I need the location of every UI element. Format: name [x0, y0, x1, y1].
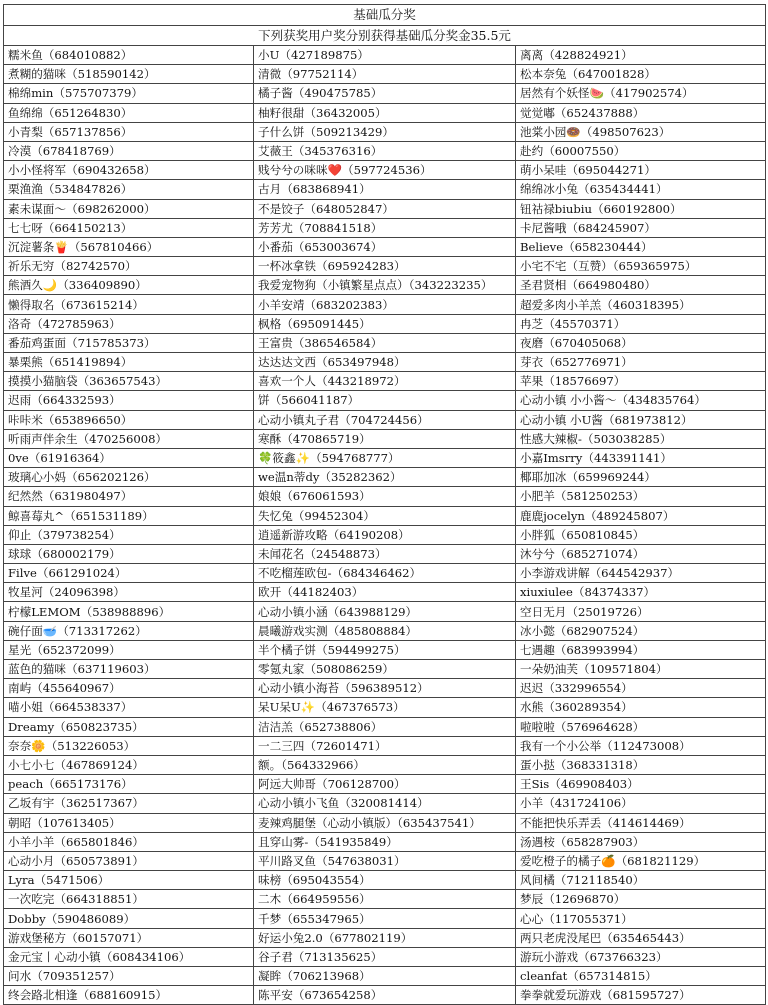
winner-cell: 小小怪将军（690432658） [4, 161, 254, 180]
winner-cell: 星光（652372099） [4, 640, 254, 659]
winner-cell: 二木（664959556） [254, 890, 516, 909]
winner-cell: 一杯冰拿铁（695924283） [254, 257, 516, 276]
winner-cell: 娘娘（676061593） [254, 487, 516, 506]
winner-cell: 寒酥（470865719） [254, 429, 516, 448]
winner-cell: 空日无月（25019726） [516, 602, 766, 621]
winner-cell: 晨曦游戏实测（485808884） [254, 621, 516, 640]
table-row [4, 564, 766, 583]
winner-cell: 凝眸（706213968） [254, 967, 516, 986]
winner-cell: Dobby（590486089） [4, 909, 254, 928]
winner-cell: 游戏堡秘方（60157071） [4, 928, 254, 947]
table-row [4, 755, 766, 774]
winner-cell: 我爱宠物狗（小镇繁星点点）（343223235） [254, 276, 516, 295]
table-row [4, 506, 766, 525]
winner-cell: cleanfat（657314815） [516, 967, 766, 986]
table-row [4, 468, 766, 487]
winner-cell: 七七呀（664150213） [4, 218, 254, 237]
table-row [4, 967, 766, 986]
winner-cell: 子什么饼（509213429） [254, 122, 516, 141]
table-row [4, 909, 766, 928]
winner-cell: 心动小镇小涵（643988129） [254, 602, 516, 621]
winner-cell: 棉绵min（575707379） [4, 84, 254, 103]
table-row [4, 813, 766, 832]
table-row [4, 832, 766, 851]
table-row [4, 161, 766, 180]
winner-cell: 鱼绵绵（651264830） [4, 103, 254, 122]
winner-cell: 沉淀薯条🍟（567810466） [4, 237, 254, 256]
winner-cell: 小番茄（653003674） [254, 237, 516, 256]
table-row [4, 525, 766, 544]
subtitle-row [4, 26, 766, 46]
winner-cell: 心动小镇丸子君（704724456） [254, 410, 516, 429]
winner-cell: 仰止（379738254） [4, 525, 254, 544]
table-row [4, 353, 766, 372]
table-row [4, 660, 766, 679]
winner-cell: Filve（661291024） [4, 564, 254, 583]
winner-cell: 南屿（455640967） [4, 679, 254, 698]
table-row [4, 372, 766, 391]
winner-cell: 心动小镇小飞鱼（320081414） [254, 794, 516, 813]
table-row [4, 736, 766, 755]
winner-cell: 朝昭（107613405） [4, 813, 254, 832]
winner-cell: 谷子君（713135625） [254, 947, 516, 966]
table-row [4, 583, 766, 602]
table-row [4, 103, 766, 122]
table-row [4, 851, 766, 870]
winner-cell: 不能把快乐弄丢（414614469） [516, 813, 766, 832]
winner-cell: 七遇趣（683993994） [516, 640, 766, 659]
winner-cell: 橘子酱（490475785） [254, 84, 516, 103]
winner-cell: 心心（117055371） [516, 909, 766, 928]
winner-cell: 苹果（18576697） [516, 372, 766, 391]
winner-cell: 小宅不宅（互赞）（659365975） [516, 257, 766, 276]
winner-cell: 终会路北相逢（688160915） [4, 986, 254, 1005]
winner-cell: 栗渔渔（534847826） [4, 180, 254, 199]
winner-cell: 水熊（360289354） [516, 698, 766, 717]
page-title: 基础瓜分奖 [4, 5, 766, 26]
winner-cell: 卡尼酱哦（684245907） [516, 218, 766, 237]
winner-cell: 呆U呆U✨（467376573） [254, 698, 516, 717]
table-row [4, 295, 766, 314]
winner-cell: we温n蒂dy（35282362） [254, 468, 516, 487]
winner-cell: 小胖狐（650810845） [516, 525, 766, 544]
winner-cell: 小青梨（657137856） [4, 122, 254, 141]
winner-cell: 冰小懿（682907524） [516, 621, 766, 640]
winner-cell: 王Sis（469908403） [516, 775, 766, 794]
winner-cell: 小U（427189875） [254, 46, 516, 65]
winner-cell: 不吃榴莲欧包-（684346462） [254, 564, 516, 583]
winner-cell: 小羊小羊（665801846） [4, 832, 254, 851]
table-row [4, 333, 766, 352]
winner-cell: 牧星河（24096398） [4, 583, 254, 602]
table-row [4, 487, 766, 506]
winner-cell: 古月（683868941） [254, 180, 516, 199]
table-row [4, 84, 766, 103]
winner-cell: Believe（658230444） [516, 237, 766, 256]
table-row [4, 46, 766, 65]
winner-cell: 阿远大帅哥（706128700） [254, 775, 516, 794]
winners-table [3, 4, 766, 1005]
winner-cell: 拳拳就爱玩游戏（681595727） [516, 986, 766, 1005]
winner-cell: 摸摸小猫脑袋（363657543） [4, 372, 254, 391]
winner-cell: 枫格（695091445） [254, 314, 516, 333]
winner-cell: 松本奈兔（647001828） [516, 65, 766, 84]
winner-cell: 喜欢一个人（443218972） [254, 372, 516, 391]
winner-cell: 金元宝丨心动小镇（608434106） [4, 947, 254, 966]
table-row [4, 65, 766, 84]
table-row [4, 928, 766, 947]
winner-cell: 平川路叉鱼（547638031） [254, 851, 516, 870]
winner-cell: 半个橘子饼（594499275） [254, 640, 516, 659]
winner-cell: 居然有个妖怪🍉（417902574） [516, 84, 766, 103]
winner-cell: 暴栗熊（651419894） [4, 353, 254, 372]
table-row [4, 180, 766, 199]
winner-cell: 不是饺子（648052847） [254, 199, 516, 218]
table-row [4, 429, 766, 448]
winner-cell: 未闻花名（24548873） [254, 544, 516, 563]
page-subtitle: 下列获奖用户奖分别获得基础瓜分奖金35.5元 [4, 26, 766, 46]
table-row [4, 621, 766, 640]
winner-cell: 蓝色的猫咪（637119603） [4, 660, 254, 679]
table-row [4, 871, 766, 890]
winner-cell: 达达达文西（653497948） [254, 353, 516, 372]
winner-cell: 夜磨（670405068） [516, 333, 766, 352]
table-row [4, 391, 766, 410]
winner-cell: 迟雨（664332593） [4, 391, 254, 410]
table-row [4, 237, 766, 256]
winner-cell: 小羊（431724106） [516, 794, 766, 813]
table-row [4, 602, 766, 621]
winner-cell: 钮祜禄biubiu（660192800） [516, 199, 766, 218]
winner-cell: 问水（709351257） [4, 967, 254, 986]
winner-cell: 碗仔面🥣（713317262） [4, 621, 254, 640]
table-row [4, 775, 766, 794]
winner-cell: 逍遥新游攻略（64190208） [254, 525, 516, 544]
table-row [4, 794, 766, 813]
winner-cell: 且穿山雾-（541935849） [254, 832, 516, 851]
winner-cell: 觉觉嘟（652437888） [516, 103, 766, 122]
winner-cell: 熊酒久🌙（336409890） [4, 276, 254, 295]
winner-cell: 赴约（60007550） [516, 141, 766, 160]
table-row [4, 199, 766, 218]
winner-cell: 煮糊的猫咪（518590142） [4, 65, 254, 84]
table-row [4, 122, 766, 141]
winner-cell: 失忆兔（99452304） [254, 506, 516, 525]
winner-cell: 🍀筱鑫✨（594768777） [254, 448, 516, 467]
table-row [4, 717, 766, 736]
winner-cell: 蛋小挞（368331318） [516, 755, 766, 774]
winner-cell: 小嘉Imsrry（443391141） [516, 448, 766, 467]
winner-cell: 我有一个小公举（112473008） [516, 736, 766, 755]
winner-cell: 麦辣鸡腿堡（心动小镇版）（635437541） [254, 813, 516, 832]
winner-cell: 迟迟（332996554） [516, 679, 766, 698]
winner-cell: 祈乐无穷（82742570） [4, 257, 254, 276]
table-row [4, 218, 766, 237]
table-row [4, 314, 766, 333]
winner-cell: 味榜（695043554） [254, 871, 516, 890]
winner-cell: 柚籽很甜（36432005） [254, 103, 516, 122]
winner-cell: 圣君贤相（664980480） [516, 276, 766, 295]
winner-cell: 心动小镇小海苔（596389512） [254, 679, 516, 698]
winner-cell: 冷漠（678418769） [4, 141, 254, 160]
winner-cell: 额。（564332966） [254, 755, 516, 774]
winner-cell: 爱吃橙子的橘子🍊（681821129） [516, 851, 766, 870]
winner-cell: 糯米鱼（684010882） [4, 46, 254, 65]
winner-cell: 小羊安靖（683202383） [254, 295, 516, 314]
winner-cell: Dreamy（650823735） [4, 717, 254, 736]
table-row [4, 947, 766, 966]
winner-cell: 千梦（655347965） [254, 909, 516, 928]
winner-cell: 洛奇（472785963） [4, 314, 254, 333]
title-row [4, 5, 766, 26]
winner-cell: 懒得取名（673615214） [4, 295, 254, 314]
winner-cell: 汤遇桉（658287903） [516, 832, 766, 851]
winner-cell: 纪然然（631980497） [4, 487, 254, 506]
winner-cell: 鹿鹿jocelyn（489245807） [516, 506, 766, 525]
table-row [4, 448, 766, 467]
winner-cell: 游玩小游戏（673766323） [516, 947, 766, 966]
award-sheet [3, 4, 765, 1005]
winner-cell: 咔咔米（653896650） [4, 410, 254, 429]
winner-cell: 梦辰（12696870） [516, 890, 766, 909]
winner-cell: 球球（680002179） [4, 544, 254, 563]
winner-cell: 小李游戏讲解（644542937） [516, 564, 766, 583]
winner-cell: Lyra（5471506） [4, 871, 254, 890]
winner-cell: 听雨声伴余生（470256008） [4, 429, 254, 448]
winner-cell: peach（665173176） [4, 775, 254, 794]
table-row [4, 640, 766, 659]
winner-cell: 0ve（61916364） [4, 448, 254, 467]
table-row [4, 141, 766, 160]
winner-cell: 风间橘（712118540） [516, 871, 766, 890]
winner-cell: 饼（566041187） [254, 391, 516, 410]
winner-cell: 沐兮兮（685271074） [516, 544, 766, 563]
winner-cell: 鲸喜莓丸^（651531189） [4, 506, 254, 525]
winner-cell: 性感大辣椒-（503038285） [516, 429, 766, 448]
winner-cell: 芽衣（652776971） [516, 353, 766, 372]
winner-cell: 离离（428824921） [516, 46, 766, 65]
winner-cell: 心动小镇 小小酱～（434835764） [516, 391, 766, 410]
table-row [4, 698, 766, 717]
winner-cell: 一二三四（72601471） [254, 736, 516, 755]
winner-cell: 小肥羊（581250253） [516, 487, 766, 506]
winner-cell: 洁洁羔（652738806） [254, 717, 516, 736]
table-row [4, 276, 766, 295]
winner-cell: 绵绵冰小兔（635434441） [516, 180, 766, 199]
winner-cell: 清微（97752114） [254, 65, 516, 84]
winner-cell: 椰耶加冰（659969244） [516, 468, 766, 487]
winner-cell: 乙坂有宇（362517367） [4, 794, 254, 813]
winner-cell: 番茄鸡蛋面（715785373） [4, 333, 254, 352]
winner-cell: 好运小兔2.0（677802119） [254, 928, 516, 947]
table-row [4, 679, 766, 698]
table-row [4, 410, 766, 429]
winner-cell: 一朵奶油芙（109571804） [516, 660, 766, 679]
winner-cell: 贱兮兮の咪咪❤️（597724536） [254, 161, 516, 180]
winner-cell: 玻璃心小妈（656202126） [4, 468, 254, 487]
winner-cell: 奈奈🌼（513226053） [4, 736, 254, 755]
winner-cell: 心动小镇 小U酱（681973812） [516, 410, 766, 429]
winner-cell: 池棠小园🍩（498507623） [516, 122, 766, 141]
winner-cell: 喵小姐（664538337） [4, 698, 254, 717]
winner-cell: 零氪丸家（508086259） [254, 660, 516, 679]
winner-cell: 啦啦啦（576964628） [516, 717, 766, 736]
winner-cell: 超爱多肉小羊羔（460318395） [516, 295, 766, 314]
winner-cell: 萌小呆哇（695044271） [516, 161, 766, 180]
table-row [4, 890, 766, 909]
winner-cell: 冉芝（45570371） [516, 314, 766, 333]
table-row [4, 257, 766, 276]
winner-cell: 艾薇王（345376316） [254, 141, 516, 160]
winner-cell: 心动小月（650573891） [4, 851, 254, 870]
winner-cell: 素未谋面～（698262000） [4, 199, 254, 218]
winner-cell: 柠檬LEMOM（538988896） [4, 602, 254, 621]
winner-cell: 芳芳尤（708841518） [254, 218, 516, 237]
winner-cell: 一次吃完（664318851） [4, 890, 254, 909]
winner-cell: xiuxiulee（84374337） [516, 583, 766, 602]
winner-cell: 小七小七（467869124） [4, 755, 254, 774]
winner-cell: 欧开（44182403） [254, 583, 516, 602]
winner-cell: 两只老虎没尾巴（635465443） [516, 928, 766, 947]
winner-cell: 王富贵（386546584） [254, 333, 516, 352]
table-row [4, 544, 766, 563]
winner-cell: 陈平安（673654258） [254, 986, 516, 1005]
